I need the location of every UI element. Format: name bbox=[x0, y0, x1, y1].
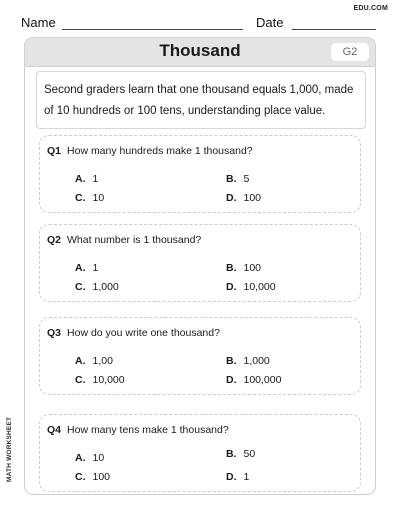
question-number: Q3 bbox=[47, 327, 62, 339]
date-line[interactable] bbox=[292, 29, 376, 30]
question-text bbox=[47, 145, 253, 157]
worksheet-title: Thousand bbox=[159, 41, 241, 60]
question-prompt: How many hundreds make 1 thousand? bbox=[67, 145, 253, 157]
option-d[interactable]: D. 100,000 bbox=[226, 374, 282, 386]
option-a[interactable]: A. 1 bbox=[75, 173, 99, 185]
option-b[interactable]: B. 100 bbox=[226, 262, 262, 274]
option-d[interactable]: D. 10,000 bbox=[226, 281, 276, 293]
question-card bbox=[39, 414, 361, 492]
option-b[interactable]: B. 5 bbox=[226, 173, 250, 185]
brand-logo: EDU.COM bbox=[353, 5, 388, 12]
option-b[interactable]: B. 1,000 bbox=[226, 355, 270, 367]
date-label: Date bbox=[256, 15, 284, 30]
question-text bbox=[47, 327, 220, 339]
question-prompt: How many tens make 1 thousand? bbox=[67, 424, 229, 436]
option-c[interactable]: C. 10,000 bbox=[75, 374, 125, 386]
question-text bbox=[47, 234, 201, 246]
option-c[interactable]: C. 10 bbox=[75, 192, 105, 204]
question-card bbox=[39, 135, 361, 213]
option-a[interactable]: A. 1 bbox=[75, 262, 99, 274]
worksheet-frame bbox=[24, 37, 376, 495]
question-card bbox=[39, 224, 361, 302]
grade-badge: G2 bbox=[331, 43, 369, 61]
question-text bbox=[47, 424, 229, 436]
question-number: Q1 bbox=[47, 145, 62, 157]
question-number: Q2 bbox=[47, 234, 62, 246]
option-a[interactable]: A. 10 bbox=[75, 452, 105, 464]
option-c[interactable]: C. 1,000 bbox=[75, 281, 119, 293]
question-prompt: What number is 1 thousand? bbox=[67, 234, 202, 246]
option-b[interactable]: B. 50 bbox=[226, 448, 256, 460]
name-line[interactable] bbox=[62, 29, 243, 30]
option-c[interactable]: C. 100 bbox=[75, 471, 111, 483]
side-label: MATH WORKSHEET bbox=[6, 416, 13, 482]
option-d[interactable]: D. 1 bbox=[226, 471, 250, 483]
question-card bbox=[39, 317, 361, 395]
option-d[interactable]: D. 100 bbox=[226, 192, 262, 204]
intro-text: Second graders learn that one thousand equals 1,000, made of 10 hundreds or 100 tens, understanding place value. bbox=[36, 71, 366, 129]
option-a[interactable]: A. 1,00 bbox=[75, 355, 113, 367]
question-prompt: How do you write one thousand? bbox=[67, 327, 220, 339]
title-bar bbox=[25, 38, 375, 67]
question-number: Q4 bbox=[47, 424, 62, 436]
name-label: Name bbox=[21, 15, 56, 30]
